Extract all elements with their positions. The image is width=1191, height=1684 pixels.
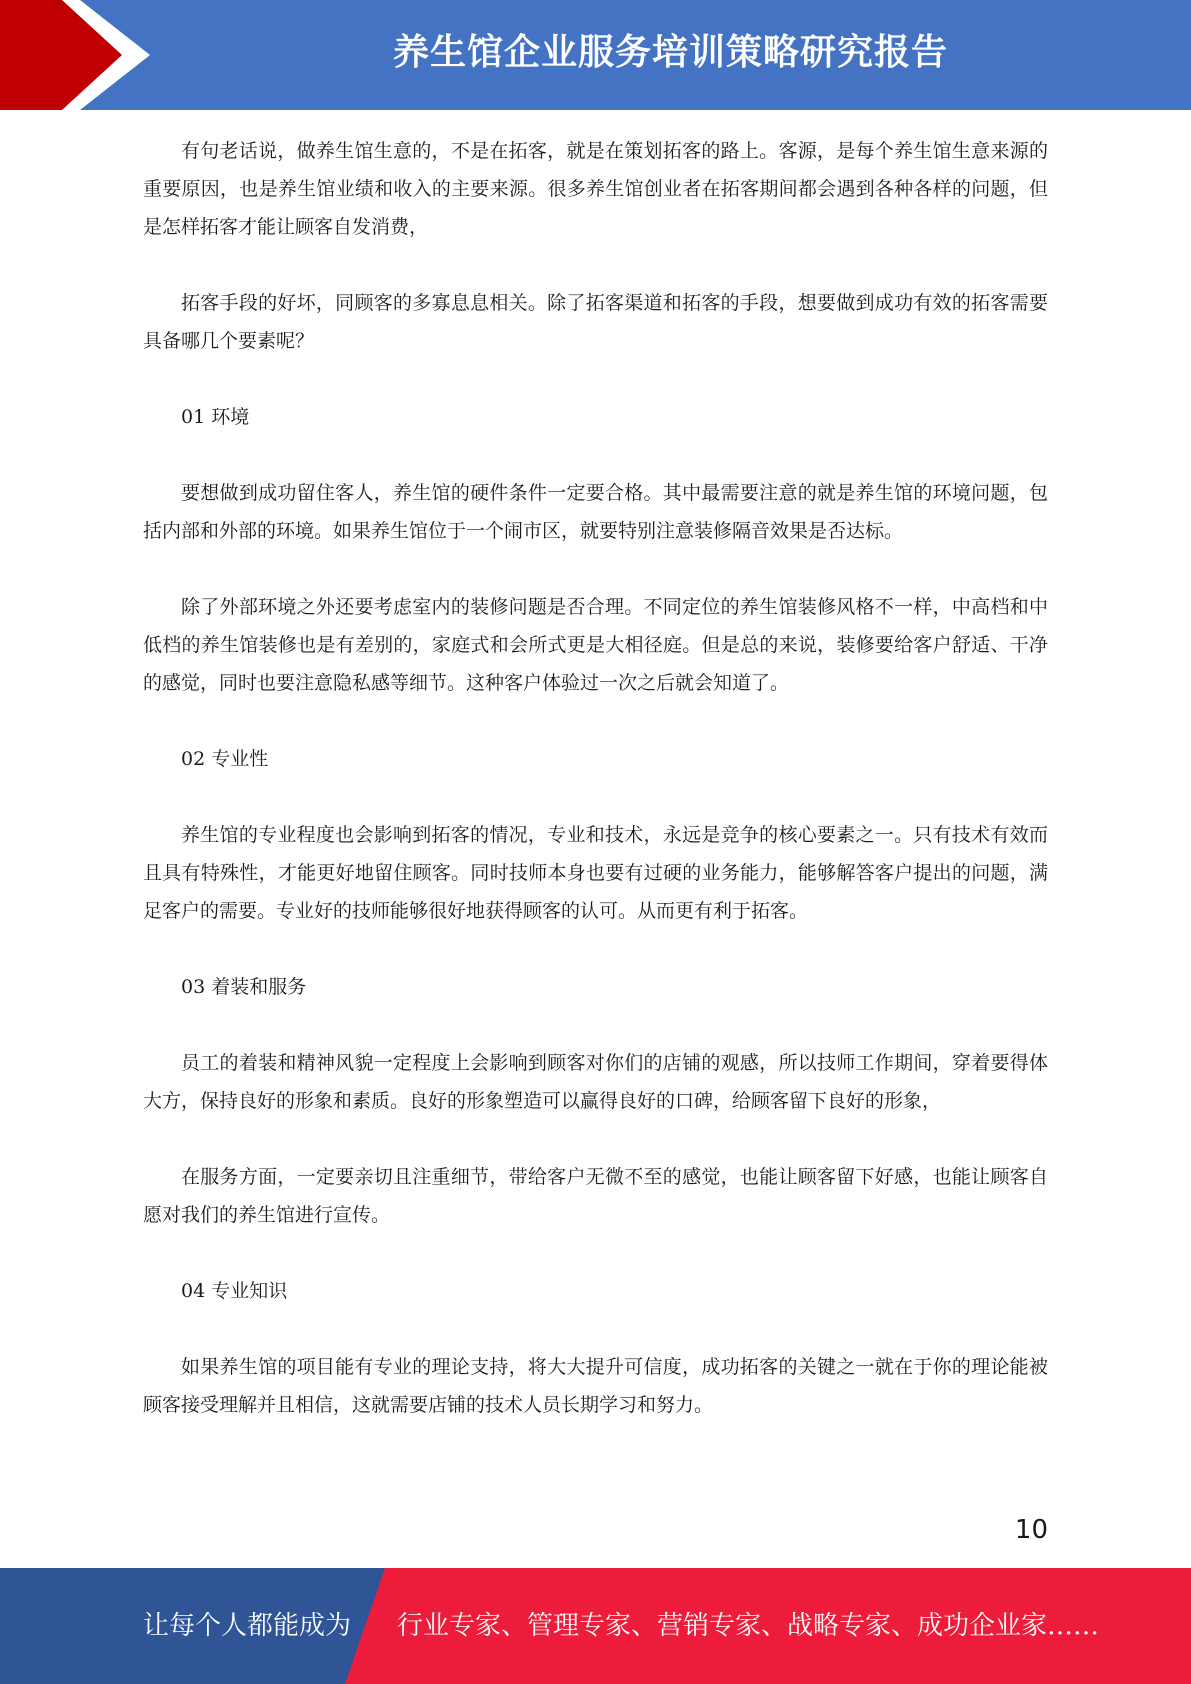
body-paragraph: 除了外部环境之外还要考虑室内的装修问题是否合理。不同定位的养生馆装修风格不一样，中高档和中低档的养生馆装修也是有差别的，家庭式和会所式更是大相径庭。但是总的来说，装修要给客户舒适、干净的感觉，同时也要注意隐私感等细节。这种客户体验过一次之后就会知道了。	[143, 596, 1048, 694]
page-number: 10	[1014, 1515, 1048, 1545]
body-paragraph: 员工的着装和精神风貌一定程度上会影响到顾客对你们的店铺的观感，所以技师工作期间，穿着要得体大方，保持良好的形象和素质。良好的形象塑造可以赢得良好的口碑，给顾客留下良好的形象，	[143, 1052, 1048, 1112]
footer-slogan-right: 行业专家、管理专家、营销专家、战略专家、成功企业家……	[397, 1611, 1100, 1641]
body-paragraph: 养生馆的专业程度也会影响到拓客的情况，专业和技术，永远是竞争的核心要素之一。只有技术有效而且具有特殊性，才能更好地留住顾客。同时技师本身也要有过硬的业务能力，能够解答客户提出的问题，满足客户的需要。专业好的技师能够很好地获得顾客的认可。从而更有利于拓客。	[143, 824, 1048, 922]
report-title: 养生馆企业服务培训策略研究报告	[392, 32, 948, 73]
body-paragraph: 有句老话说，做养生馆生意的，不是在拓客，就是在策划拓客的路上。客源，是每个养生馆生意来源的重要原因，也是养生馆业绩和收入的主要来源。很多养生馆创业者在拓客期间都会遇到各种各样的问题，但是怎样拓客才能让顾客自发消费，	[143, 140, 1048, 238]
document-body	[143, 132, 1048, 1462]
page-header	[0, 0, 1191, 110]
footer-slogan-left: 让每个人都能成为	[143, 1611, 352, 1641]
section-heading: 01 环境	[181, 406, 250, 428]
body-paragraph: 拓客手段的好坏，同顾客的多寡息息相关。除了拓客渠道和拓客的手段，想要做到成功有效的拓客需要具备哪几个要素呢？	[143, 292, 1048, 352]
section-heading: 03 着装和服务	[181, 976, 307, 998]
body-paragraph: 如果养生馆的项目能有专业的理论支持，将大大提升可信度，成功拓客的关键之一就在于你的理论能被顾客接受理解并且相信，这就需要店铺的技术人员长期学习和努力。	[143, 1356, 1048, 1416]
body-paragraph: 在服务方面，一定要亲切且注重细节，带给客户无微不至的感觉，也能让顾客留下好感，也能让顾客自愿对我们的养生馆进行宣传。	[143, 1166, 1048, 1226]
section-heading: 02 专业性	[181, 748, 269, 770]
page-footer	[0, 1568, 1191, 1684]
body-paragraph: 要想做到成功留住客人，养生馆的硬件条件一定要合格。其中最需要注意的就是养生馆的环境问题，包括内部和外部的环境。如果养生馆位于一个闹市区，就要特别注意装修隔音效果是否达标。	[143, 482, 1048, 542]
section-heading: 04 专业知识	[181, 1280, 288, 1302]
